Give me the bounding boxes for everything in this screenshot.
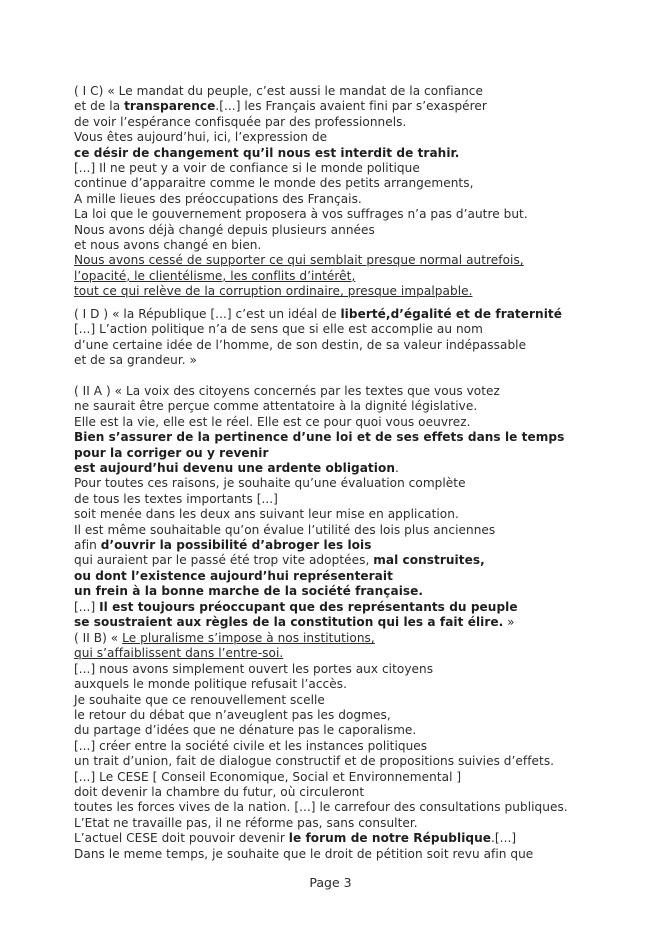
bold-text: ce désir de changement qu’il nous est interdit de trahir. xyxy=(74,145,460,160)
text-segment: et de la xyxy=(74,99,125,114)
text-line xyxy=(74,569,634,584)
text-segment: Il est même souhaitable qu’on évalue l’utilité des lois plus anciennes xyxy=(74,522,496,537)
text-segment: [...] xyxy=(74,599,100,614)
text-line xyxy=(74,492,634,507)
text-line xyxy=(74,708,634,723)
text-segment: L’actuel CESE doit pouvoir devenir xyxy=(74,831,289,846)
section-iia xyxy=(74,384,634,631)
text-segment: .[...] xyxy=(491,831,517,846)
text-segment: et de sa grandeur. » xyxy=(74,353,197,368)
text-line xyxy=(74,739,634,754)
underlined-text: tout ce qui relève de la corruption ordinaire, presque impalpable. xyxy=(74,284,473,299)
text-line xyxy=(74,207,634,222)
text-line xyxy=(74,399,634,414)
text-line xyxy=(74,646,634,661)
text-segment: L’Etat ne travaille pas, il ne réforme pas, sans consulter. xyxy=(74,815,418,830)
text-segment: [...] Il ne peut y a voir de confiance si le monde politique xyxy=(74,161,420,176)
text-line xyxy=(74,800,634,815)
text-line xyxy=(74,161,634,176)
bold-text: liberté,d’égalité et de fraternité xyxy=(340,307,562,321)
bold-text: un frein à la bonne marche de la société française. xyxy=(74,584,424,599)
text-line xyxy=(74,446,634,461)
text-segment: Nous avons déjà changé depuis plusieurs années xyxy=(74,222,375,237)
text-line xyxy=(74,662,634,677)
text-segment: du partage d’idées que ne dénature pas le caporalisme. xyxy=(74,723,417,738)
text-segment: [...] L’action politique n’a de sens que si elle est accomplie au nom xyxy=(74,322,483,337)
text-line xyxy=(74,677,634,692)
bold-text: le forum de notre République xyxy=(288,831,492,846)
text-line xyxy=(74,99,634,114)
text-segment: doit devenir la chambre du futur, où circuleront xyxy=(74,785,365,800)
text-segment: [...] Le CESE [ Conseil Economique, Social et Environnemental ] xyxy=(74,769,462,784)
text-segment: ( I C) « Le mandat du peuple, c’est aussi le mandat de la confiance xyxy=(74,84,483,98)
section-ic xyxy=(74,84,634,300)
text-segment: A mille lieues des préoccupations des Français. xyxy=(74,191,362,206)
text-segment: ( II B) « xyxy=(74,631,123,645)
text-line xyxy=(74,146,634,161)
text-segment: continue d’apparaitre comme le monde des petits arrangements, xyxy=(74,176,474,191)
text-line xyxy=(74,584,634,599)
text-line xyxy=(74,723,634,738)
text-segment: » xyxy=(503,615,515,630)
text-segment: de tous les textes importants [...] xyxy=(74,491,278,506)
text-line xyxy=(74,384,634,399)
text-segment: La loi que le gouvernement proposera à vos suffrages n’a pas d’autre but. xyxy=(74,207,528,222)
text-line xyxy=(74,538,634,553)
text-line xyxy=(74,353,634,368)
text-line xyxy=(74,507,634,522)
text-line xyxy=(74,847,634,862)
bold-text: Bien s’assurer de la pertinence d’une loi et de ses effets dans le temps xyxy=(74,430,565,445)
text-line xyxy=(74,269,634,284)
text-segment: ( I D ) « la République [...] c’est un idéal de xyxy=(74,307,341,321)
text-line xyxy=(74,430,634,445)
text-line xyxy=(74,284,634,299)
text-line xyxy=(74,785,634,800)
underlined-text: Nous avons cessé de supporter ce qui semblait presque normal autrefois, xyxy=(74,253,524,268)
text-line xyxy=(74,770,634,785)
bold-text: pour la corriger ou y revenir xyxy=(74,445,269,460)
text-segment: . xyxy=(394,461,399,476)
text-segment: de voir l’espérance confisquée par des professionnels. xyxy=(74,114,407,129)
text-segment: ( II A ) « La voix des citoyens concernés par les textes que vous votez xyxy=(74,384,500,398)
text-line xyxy=(74,84,634,99)
bold-text: mal construites, xyxy=(373,553,485,568)
bold-text: est aujourd’hui devenu une ardente obligation xyxy=(74,461,395,476)
bold-text: transparence xyxy=(124,99,216,114)
text-segment: soit menée dans les deux ans suivant leur mise en application. xyxy=(74,507,459,522)
text-segment: .[...] les Français avaient fini par s’exaspérer xyxy=(215,99,487,114)
text-segment: Elle est la vie, elle est le réel. Elle est ce pour quoi vous oeuvrez. xyxy=(74,414,471,429)
text-segment: qui auraient par le passé été trop vite adoptées, xyxy=(74,553,374,568)
text-line xyxy=(74,253,634,268)
text-line xyxy=(74,307,634,322)
text-segment: [...] nous avons simplement ouvert les portes aux citoyens xyxy=(74,661,434,676)
text-segment: Je souhaite que ce renouvellement scelle xyxy=(74,692,325,707)
text-segment: d’une certaine idée de l’homme, de son destin, de sa valeur indépassable xyxy=(74,337,527,352)
text-line xyxy=(74,476,634,491)
text-line xyxy=(74,461,634,476)
text-segment: Pour toutes ces raisons, je souhaite qu’une évaluation complète xyxy=(74,476,466,491)
bold-text: d’ouvrir la possibilité d’abroger les lois xyxy=(100,538,372,553)
text-line xyxy=(74,693,634,708)
page-number: Page 3 xyxy=(309,875,352,890)
bold-text: se soustraient aux règles de la constitution qui les a fait élire. xyxy=(74,615,504,630)
text-segment: ne saurait être perçue comme attentatoire à la dignité législative. xyxy=(74,399,478,414)
text-segment: Dans le meme temps, je souhaite que le droit de pétition soit revu afin que xyxy=(74,846,534,861)
text-line xyxy=(74,615,634,630)
text-segment: afin xyxy=(74,538,101,553)
text-line xyxy=(74,338,634,353)
underlined-text: l’opacité, le clientélisme, les conflits d’intérêt, xyxy=(74,268,356,283)
text-line xyxy=(74,831,634,846)
text-line xyxy=(74,115,634,130)
underlined-text: qui s’affaiblissent dans l’entre-soi. xyxy=(74,646,284,661)
underlined-text: Le pluralisme s’impose à nos institutions, xyxy=(122,631,375,645)
text-line xyxy=(74,816,634,831)
text-line xyxy=(74,754,634,769)
bold-text: Il est toujours préoccupant que des représentants du peuple xyxy=(99,599,518,614)
text-line xyxy=(74,322,634,337)
text-line xyxy=(74,553,634,568)
text-line xyxy=(74,176,634,191)
text-line xyxy=(74,238,634,253)
text-segment: Vous êtes aujourd’hui, ici, l’expression de xyxy=(74,130,328,145)
text-line xyxy=(74,223,634,238)
text-segment: un trait d’union, fait de dialogue constructif et de propositions suivies d’effets. xyxy=(74,754,555,769)
text-line xyxy=(74,600,634,615)
text-line xyxy=(74,415,634,430)
text-segment: auxquels le monde politique refusait l’accès. xyxy=(74,677,347,692)
text-line xyxy=(74,192,634,207)
text-line xyxy=(74,130,634,145)
text-segment: toutes les forces vives de la nation. [...] le carrefour des consultations publiques. xyxy=(74,800,568,815)
section-iib xyxy=(74,631,634,862)
text-segment: [...] créer entre la société civile et les instances politiques xyxy=(74,738,428,753)
text-segment: le retour du débat que n’aveuglent pas les dogmes, xyxy=(74,708,391,723)
text-line xyxy=(74,523,634,538)
text-segment: et nous avons changé en bien. xyxy=(74,238,262,253)
bold-text: ou dont l’existence aujourd’hui représenterait xyxy=(74,568,393,583)
text-line xyxy=(74,631,634,646)
section-id xyxy=(74,307,634,369)
